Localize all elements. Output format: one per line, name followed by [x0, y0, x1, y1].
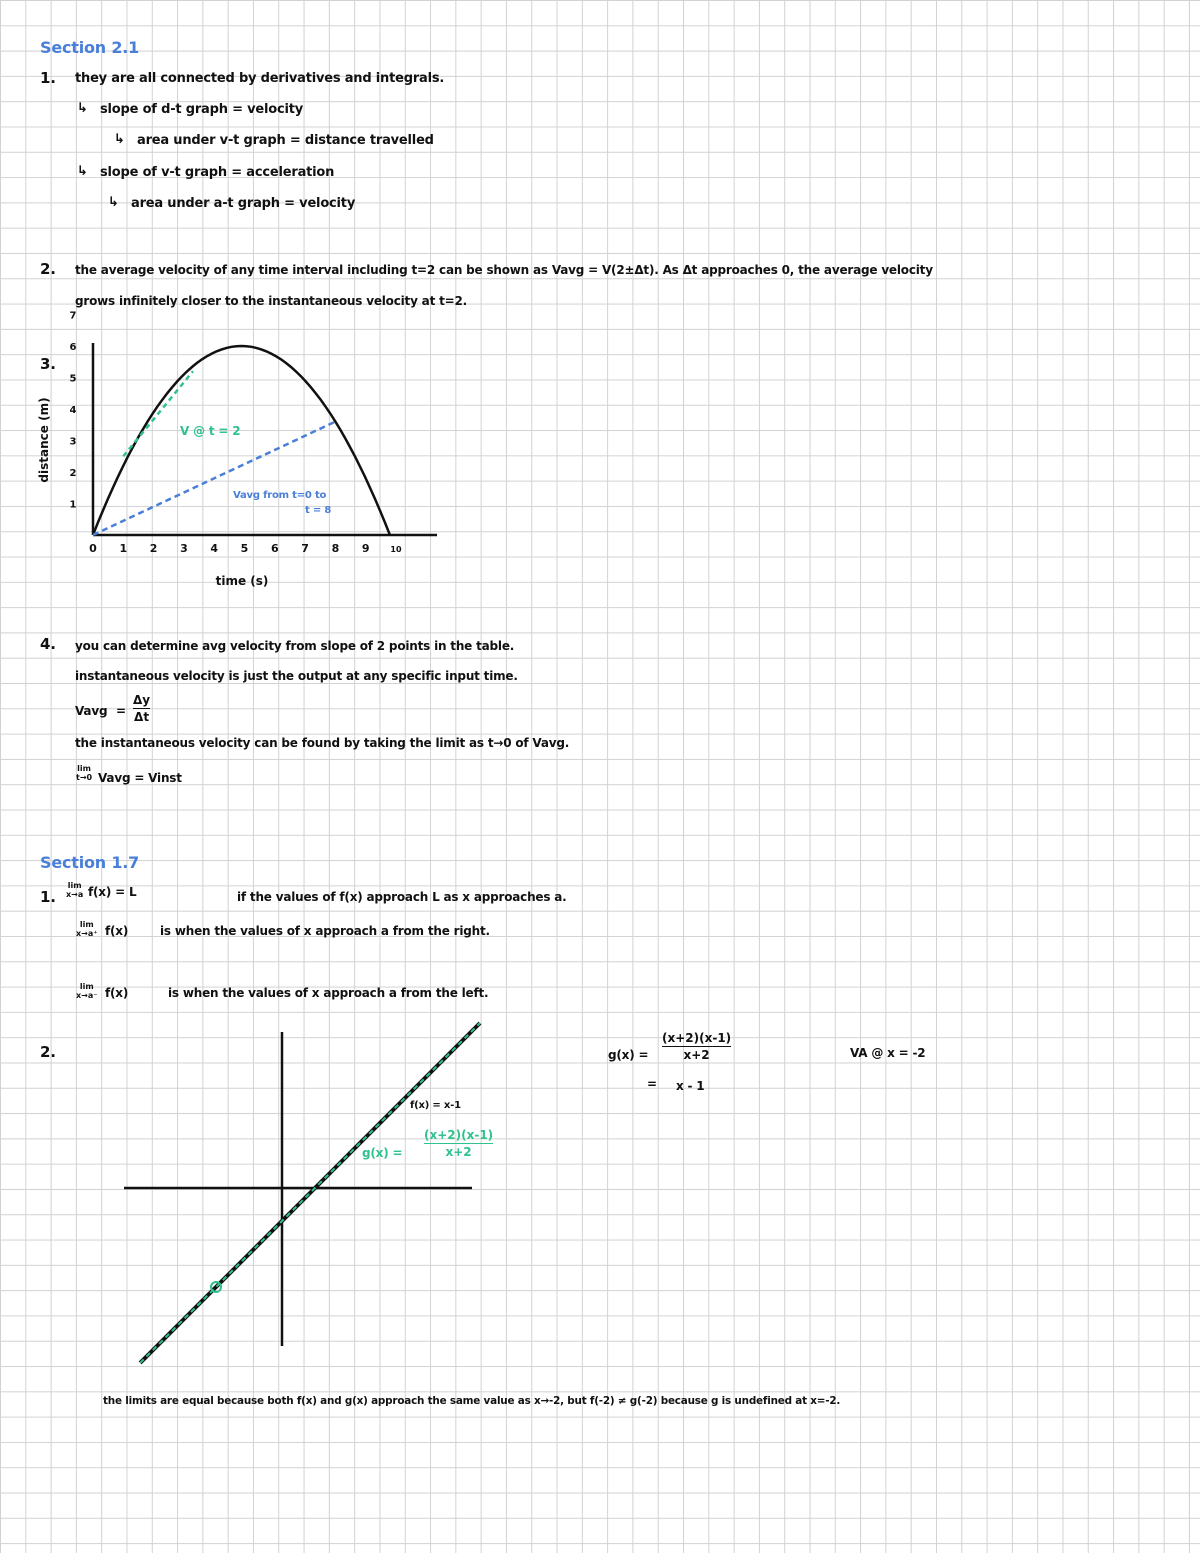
tangent-label: V @ t = 2	[180, 424, 241, 438]
vertical-asymptote-note: VA @ x = -2	[850, 1046, 926, 1060]
x-tick-label: 6	[270, 542, 279, 555]
work-equals: =	[647, 1077, 657, 1091]
x-tick-label: 9	[361, 542, 370, 555]
x-tick-label: 3	[180, 542, 188, 555]
q2-number: 2.	[40, 260, 56, 278]
x-tick-label: 5	[240, 542, 249, 555]
q1-text: they are all connected by derivatives and integrals.	[75, 71, 445, 86]
lim-word: lim	[77, 764, 91, 773]
q4-line-1: you can determine avg velocity from slope of 2 points in the table.	[75, 639, 515, 653]
section-1-7-heading: Section 1.7	[40, 853, 140, 872]
g-curve-fraction	[424, 1128, 493, 1159]
q1-arrow-1: ↳	[77, 101, 88, 116]
s17-q1-number: 1.	[40, 888, 56, 906]
g-numerator: (x+2)(x-1)	[424, 1128, 494, 1142]
q4-line-4: Vavg = Vinst	[98, 771, 182, 785]
x-tick-label: 7	[301, 542, 309, 555]
section-2-1-heading: Section 2.1	[40, 38, 140, 57]
q1-bullet-1: slope of d-t graph = velocity	[100, 102, 304, 117]
q2-line-1: the average velocity of any time interval including t=2 can be shown as Vavg = V(2±Δt). As Δt approaches 0, the average velocity	[75, 263, 933, 277]
q1-bullet-2: slope of v-t graph = acceleration	[100, 165, 335, 180]
x-tick-label: 10	[390, 545, 402, 554]
q3-number: 3.	[40, 355, 56, 373]
secant-label-2: t = 8	[305, 505, 332, 516]
y-tick-label: 1	[69, 499, 77, 511]
y-tick-label: 5	[69, 373, 77, 385]
q1-number: 1.	[40, 69, 56, 87]
s17-limit-text: if the values of f(x) approach L as x approaches a.	[237, 890, 567, 904]
q1-arrow-1-sub: ↳	[114, 132, 125, 147]
work-simplified: x - 1	[676, 1079, 705, 1093]
f-curve-label: f(x) = x-1	[410, 1100, 461, 1111]
right-limit-expr: f(x)	[105, 924, 129, 938]
q4-line-3: the instantaneous velocity can be found by taking the limit as t→0 of Vavg.	[75, 736, 570, 750]
y-tick-label: 3	[69, 436, 77, 448]
x-tick-label: 4	[210, 542, 219, 555]
conclusion-text: the limits are equal because both f(x) and g(x) approach the same value as x→-2, but f(-2) ≠ g(-2) because g is undefined at x=-2.	[103, 1395, 841, 1407]
x-tick-label: 1	[119, 542, 128, 555]
lim-word: lim	[67, 881, 82, 890]
work-fraction	[662, 1031, 731, 1062]
g-denominator: x+2	[445, 1145, 472, 1159]
work-denominator: x+2	[683, 1048, 710, 1062]
left-limit-text: is when the values of x approach a from the left.	[168, 986, 489, 1000]
q4-line-2: instantaneous velocity is just the output at any specific input time.	[75, 669, 518, 683]
q2-line-2: grows infinitely closer to the instantaneous velocity at t=2.	[75, 294, 467, 308]
lim-subscript: x→a⁺	[76, 929, 98, 938]
s17-limit-expr: f(x) = L	[88, 885, 137, 899]
left-limit-expr: f(x)	[105, 986, 129, 1000]
lim-subscript: t→0	[76, 773, 93, 782]
y-tick-label: 6	[69, 342, 77, 353]
q1-bullet-2-sub: area under a-t graph = velocity	[131, 196, 356, 211]
work-numerator: (x+2)(x-1)	[662, 1031, 732, 1045]
x-axis-label: time (s)	[215, 574, 269, 588]
y-axis-label: distance (m)	[37, 397, 51, 483]
lim-subscript: x→a⁻	[76, 991, 98, 1000]
fraction-bar	[662, 1046, 731, 1047]
secant-label-1: Vavg from t=0 to	[233, 490, 327, 501]
lim-word: lim	[79, 920, 94, 929]
right-limit-text: is when the values of x approach a from the right.	[160, 924, 490, 938]
s17-q2-number: 2.	[40, 1043, 56, 1061]
delta-y: Δy	[133, 693, 151, 707]
g-curve-label: g(x) =	[362, 1146, 403, 1160]
fraction-bar	[424, 1143, 493, 1144]
q4-vavg: Vavg	[75, 704, 108, 718]
q4-equals: =	[116, 704, 126, 718]
q1-bullet-1-sub: area under v-t graph = distance travelled	[137, 133, 434, 148]
y-tick-label: 2	[69, 468, 77, 479]
lim-subscript: x→a	[66, 890, 84, 899]
q1-arrow-2: ↳	[77, 164, 88, 179]
x-tick-label: 0	[89, 542, 97, 555]
lim-word: lim	[79, 982, 94, 991]
x-tick-label: 2	[149, 542, 158, 555]
y-tick-label: 7	[69, 310, 77, 322]
delta-t: Δt	[134, 710, 150, 724]
y-tick-label: 4	[69, 405, 77, 416]
work-g-label: g(x) =	[608, 1048, 649, 1062]
q1-arrow-2-sub: ↳	[108, 195, 119, 210]
x-tick-label: 8	[331, 542, 340, 555]
q4-number: 4.	[40, 635, 56, 653]
